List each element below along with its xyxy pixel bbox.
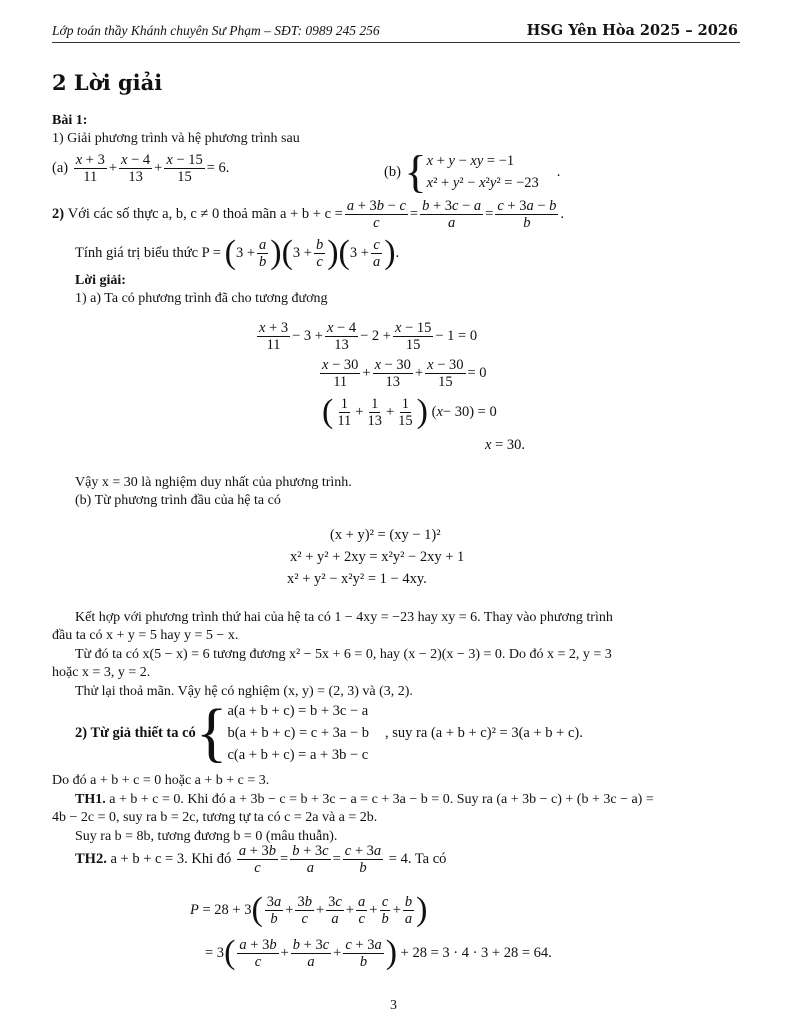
label-1b: (b) [384,163,401,180]
solution-2-system: 2) Từ giả thiết ta có { a(a + b + c) = b + 3c − a b(a + b + c) = c + 3a − b c(a + b + c) = a + 3b − c , suy ra (a + b + c)² = 3(a + b + c). [75,696,583,769]
derivation-1a-line2: $\frac{x - 30}{11}$ + $\frac{x - 30}{13}$ + $\frac{x - 30}{15}$ = 0 [322,357,487,390]
solution-1b-p2a: Từ đó ta có x(5 − x) = 6 tương đương x² − 5x + 6 = 0, hay (x − 2)(x − 3) = 0. Do đó x = 2, y = 3 [75,647,612,662]
header-right: HSG Yên Hòa 2025 – 2026 [526,22,738,39]
part2-task: Tính giá trị biểu thức P = ( 3 + $\frac{a}{b}$ ) ( 3 + $\frac{b}{c}$ ) ( 3 + $\frac{c}{a}$ ) . [75,234,400,271]
case1-text-a: a + b + c = 0. Khi đó a + 3b − c = b + 3c − a = c + 3a − b = 0. Suy ra (a + 3b − c) + (b + 3c − a) = [109,792,654,807]
final-line2: = 3 ( $\frac{a + 3b}{c}$ + $\frac{b + 3c}{a}$ + $\frac{c + 3a}{b}$ ) + 28 = 3 · 4 · 3 + 28 = 64. [205,934,552,971]
solution-1b-p1b: đầu ta có x + y = 5 hay y = 5 − x. [52,628,239,643]
case1-line1 [75,791,654,809]
final-tail: + 28 = 3 · 4 · 3 + 28 = 64. [400,944,552,961]
part1-intro: 1) Giải phương trình và hệ phương trình sau [52,131,300,146]
solution-2-eq3: c(a + b + c) = a + 3b − c [227,747,369,763]
solution-2-cases: Do đó a + b + c = 0 hoặc a + b + c = 3. [52,773,270,788]
solution-2-eq1: a(a + b + c) = b + 3c − a [227,703,369,719]
case1-line3: Suy ra b = 8b, tương đương b = 0 (mâu thuẫn). [75,829,338,844]
solution-1b-intro: (b) Từ phương trình đầu của hệ ta có [75,493,281,508]
case2-end: = 4. Ta có [388,851,447,867]
section-title: 2 Lời giải [52,70,163,95]
part2-text: Với các số thực a, b, c ≠ 0 thoả mãn a + b + c = [67,206,343,222]
solution-2-then: , suy ra (a + b + c)² = 3(a + b + c). [385,724,583,741]
part2-task-text: Tính giá trị biểu thức P = [75,244,221,261]
solution-1a-intro: 1) a) Ta có phương trình đã cho tương đương [75,291,328,306]
header-left: Lớp toán thầy Khánh chuyên Sư Phạm – SĐT: 0989 245 256 [52,23,380,38]
header-divider [52,42,740,43]
page-number: 3 [390,998,397,1013]
derivation-1b-line2: x² + y² + 2xy = x²y² − 2xy + 1 [290,549,465,565]
solution-1b-p1a: Kết hợp với phương trình thứ hai của hệ ta có 1 − 4xy = −23 hay xy = 6. Thay vào phương trình [75,610,613,625]
equation-1a: (a) $\frac{x + 3}{11}$ + $\frac{x - 4}{13}$ + $\frac{x - 15}{15}$ = 6. [52,152,230,185]
case1-label: TH1. [75,792,106,807]
label-1a: (a) [52,160,69,176]
derivation-1a-line1: $\frac{x + 3}{11}$ − 3 + $\frac{x - 4}{13}$ − 2 + $\frac{x - 15}{15}$ − 1 = 0 [259,320,478,353]
system-1b: (b) { x + y − xy = −1 x² + y² − x²y² = −23 . [384,146,561,197]
problem-label: Bài 1: [52,113,88,128]
solution-1b-p2b: hoặc x = 3, y = 2. [52,665,151,680]
derivation-1b-line1: (x + y)² = (xy − 1)² [330,527,441,543]
solution-label: Lời giải: [75,273,126,288]
solution-1b-p3: Thử lại thoả mãn. Vậy hệ có nghiệm (x, y) = (2, 3) và (3, 2). [75,684,413,699]
case2-label: TH2. [75,851,107,867]
derivation-1b-line3: x² + y² − x²y² = 1 − 4xy. [287,571,427,587]
case1-line2: 4b − 2c = 0, suy ra b = 2c, tương tự ta có c = 2a và a = 2b. [52,810,378,825]
derivation-1a-line3: ( $\frac{1}{11}$ + $\frac{1}{13}$ + $\frac{1}{15}$ ) ( x − 30) = 0 [322,393,497,430]
part2-statement: 2) Với các số thực a, b, c ≠ 0 thoả mãn a + b + c = $\frac{a + 3b - c}{c}$ = $\frac{b + 3c - a}{a}$ = $\frac{c + 3a - b}{b}$ . [52,198,565,231]
derivation-1a-line4: x = 30. [485,437,525,453]
final-line1: P = 28 + 3 ( $\frac{3a}{b}$ + $\frac{3b}{c}$ + $\frac{3c}{a}$ + $\frac{a}{c}$ + $\frac{c}{b}$ + $\frac{b}{a}$ ) [190,891,428,928]
solution-1a-conclusion: Vậy x = 30 là nghiệm duy nhất của phương trình. [75,475,352,490]
solution-2-eq2: b(a + b + c) = c + 3a − b [227,725,370,741]
case2-line1: TH2. a + b + c = 3. Khi đó $\frac{a + 3b}{c}$ = $\frac{b + 3c}{a}$ = $\frac{c + 3a}{b}$ = 4. Ta có [75,843,447,876]
part2-label: 2) [52,206,65,222]
solution-2-intro: 2) Từ giả thiết ta có [75,724,196,741]
case2-text: a + b + c = 3. Khi đó [110,851,232,867]
